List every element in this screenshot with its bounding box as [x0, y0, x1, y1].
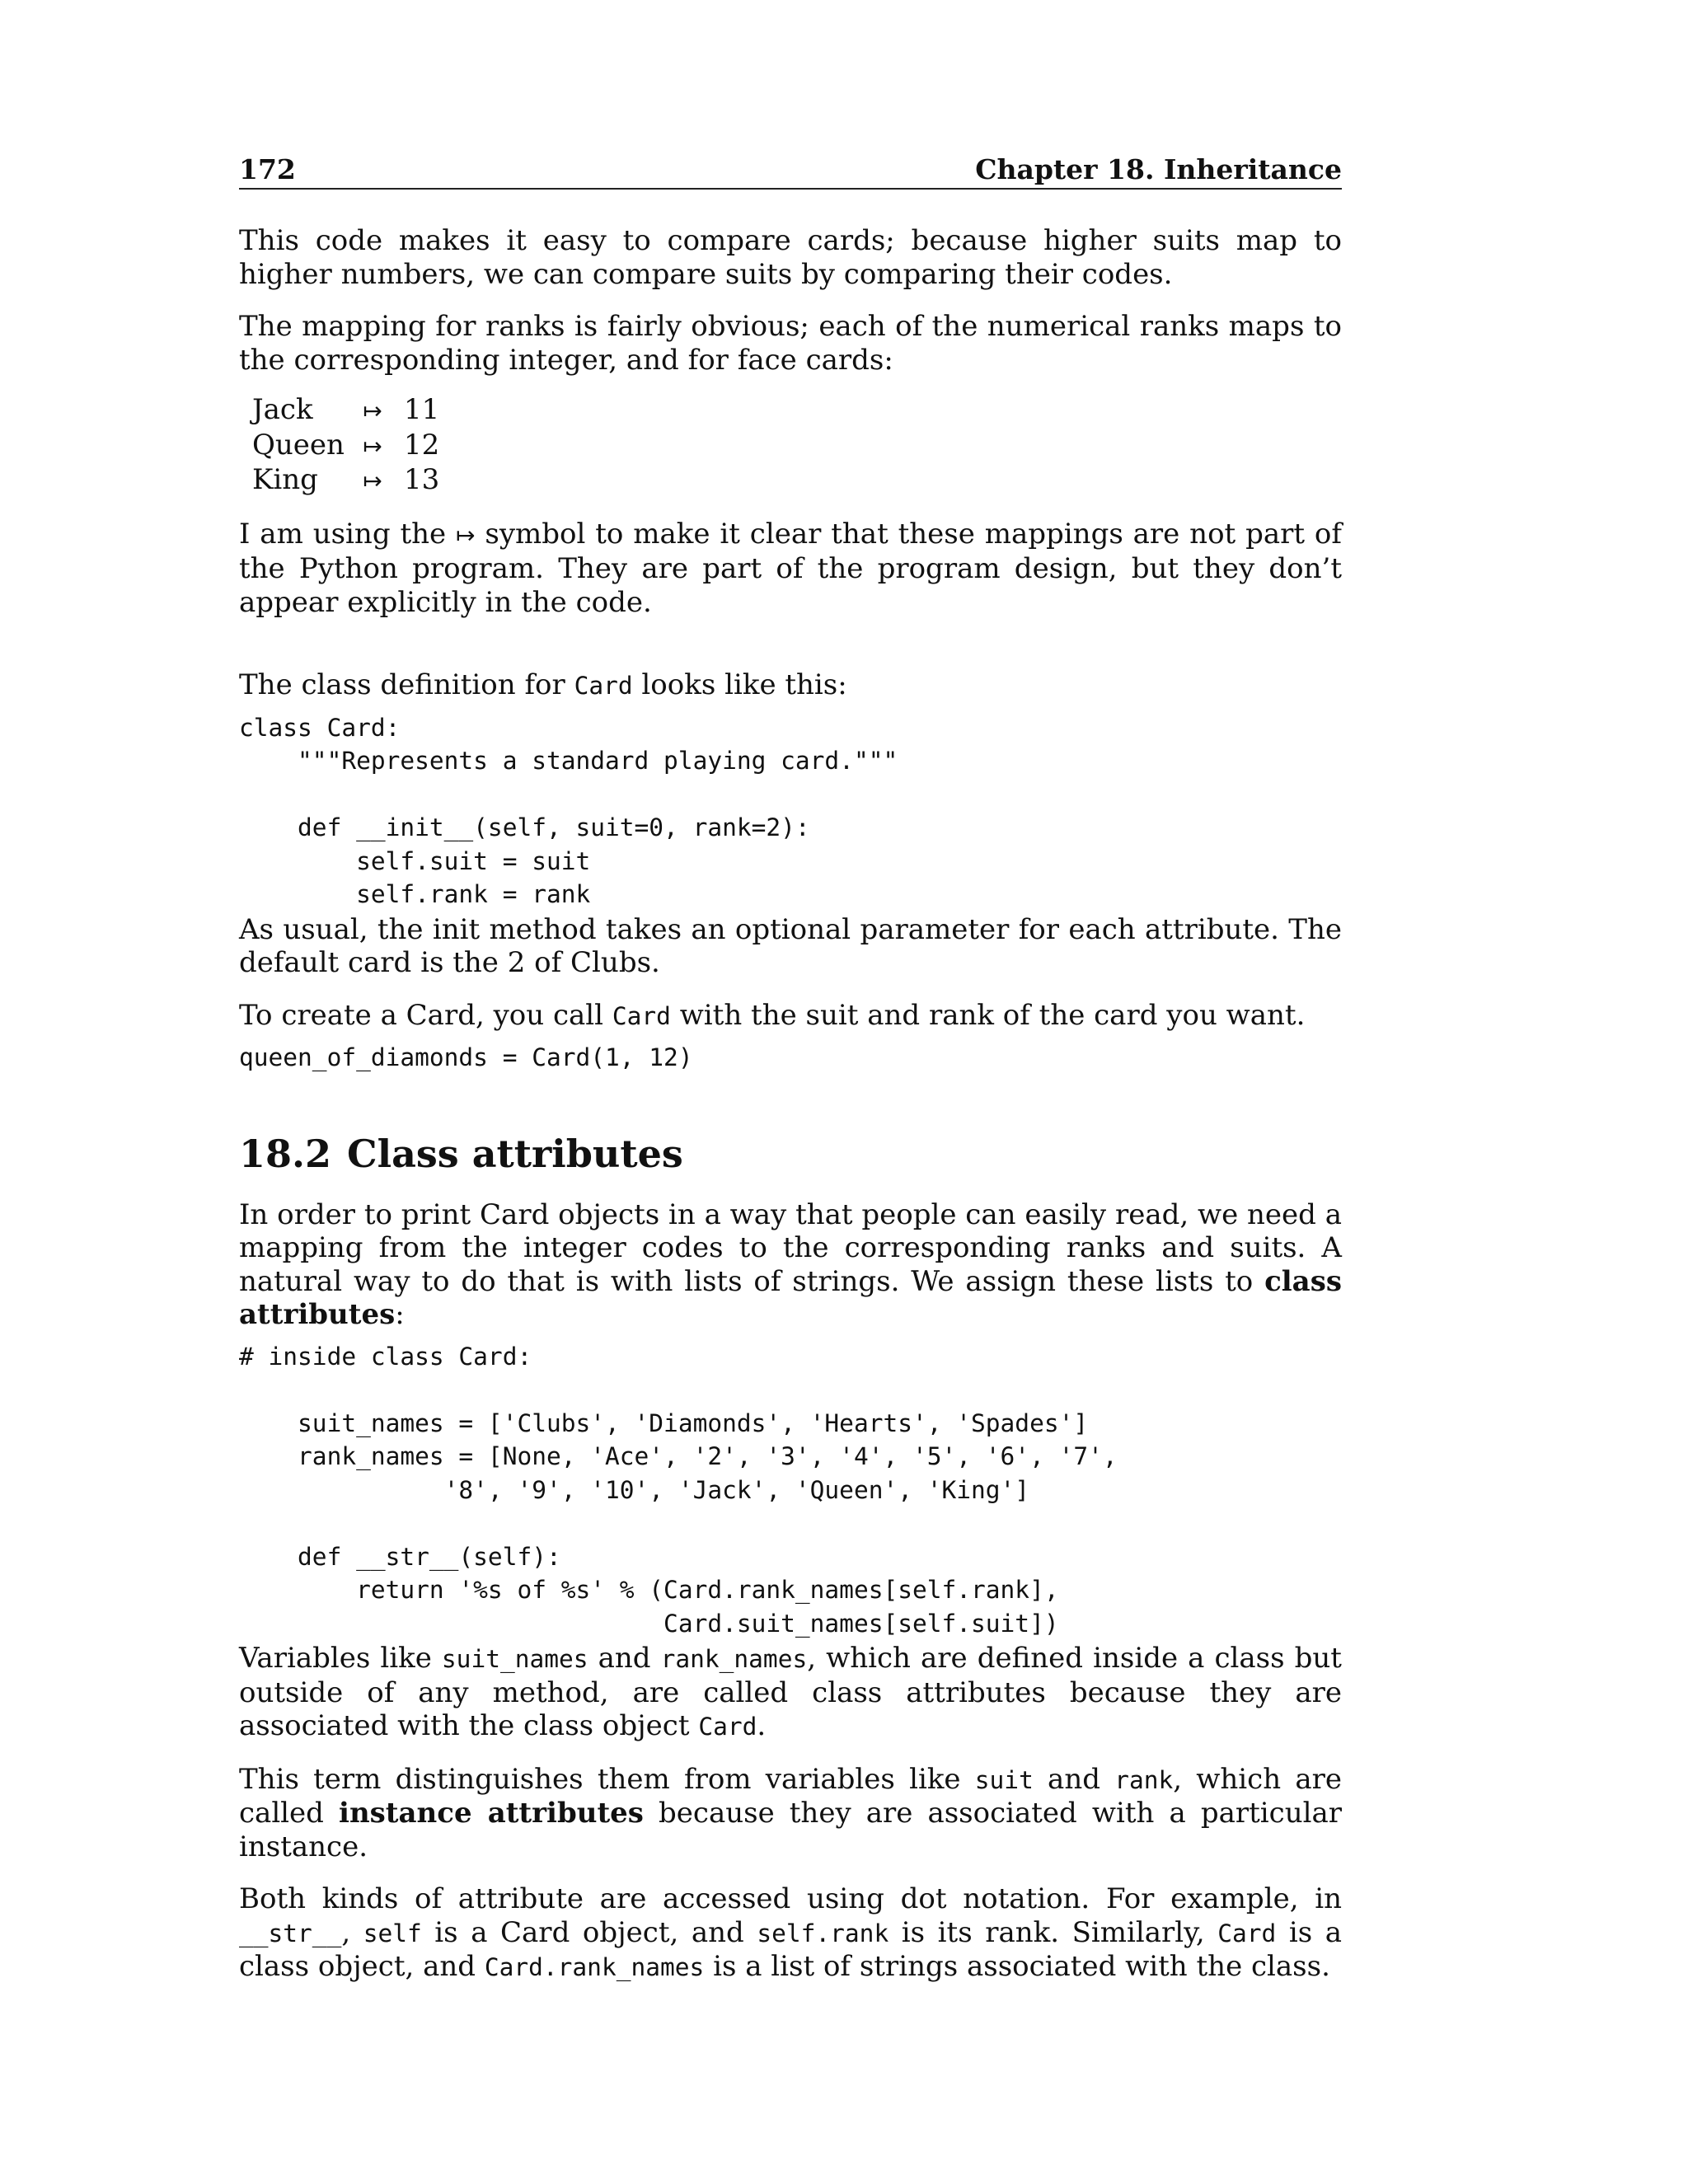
maps-to-icon: ↦ [363, 432, 382, 460]
mapping-value: 13 [404, 463, 440, 496]
text-run: symbol to make it clear that these mappings are not part of the Python program. They are part of the program design, but they don’t appear explicitly in the code. [239, 517, 1342, 619]
text-run: , [341, 1915, 363, 1949]
paragraph-create-card [239, 999, 1342, 1033]
text-run: Variables like [239, 1642, 442, 1675]
text-run: is a Card object, and [421, 1915, 757, 1949]
section-number: 18.2 [239, 1131, 332, 1176]
mapping-row [252, 463, 439, 499]
text-run: The class definition for [239, 668, 574, 701]
paragraph-class-definition [239, 668, 1342, 703]
maps-to-icon: ↦ [456, 521, 476, 549]
paragraph-dot-notation [239, 1882, 1342, 1985]
mapping-row [252, 429, 439, 464]
text-run: , which are called [239, 1762, 1342, 1830]
page-number: 172 [239, 153, 296, 185]
text-run: In order to print Card objects in a way that people can easily read, we need a mapping from the integer codes to the corresponding ranks and suits. A natural way to do that is with lists of strings. We assign these lists to [239, 1197, 1342, 1298]
section-heading [239, 1131, 1342, 1177]
bold-term: class attributes [239, 1264, 1342, 1331]
text-run: with the suit and rank of the card you want. [670, 998, 1306, 1032]
inline-code: self [363, 1919, 422, 1947]
text-run: is a list of strings associated with the class. [704, 1950, 1330, 1983]
inline-code: rank_names [660, 1645, 808, 1673]
text-run: This term distinguishes them from variables like [239, 1762, 975, 1796]
mapping-value: 12 [404, 428, 440, 462]
paragraph-class-attributes-intro [239, 1198, 1342, 1332]
book-page [239, 153, 1342, 1985]
inline-code: Card [1217, 1919, 1277, 1947]
face-card-mapping-table [252, 393, 439, 499]
inline-code: Card [574, 672, 633, 700]
text-run: because they are associated with a particular instance. [239, 1797, 1342, 1863]
text-run: . [757, 1709, 767, 1742]
mapping-name: King [252, 463, 318, 496]
paragraph-mapping-symbol [239, 518, 1342, 620]
text-run: Both kinds of attribute are accessed using dot notation. For example, in [239, 1882, 1342, 1915]
paragraph-class-attribute-variables [239, 1642, 1342, 1744]
code-block-class-attributes: # inside class Card: suit_names = ['Clubs', 'Diamonds', 'Hearts', 'Spades'] rank_names = [None, 'Ace', '2', '3', '4', '5', '6', '7', '8', '9', '10', 'Jack', 'Queen', 'King'] def __str__(self): return '%s of %s' % (Card.rank_names[self.rank], Card.suit_names[self.suit]) [239, 1342, 1118, 1638]
text-run: : [395, 1298, 405, 1331]
code-block-queen-of-diamonds: queen_of_diamonds = Card(1, 12) [239, 1043, 693, 1071]
maps-to-icon: ↦ [363, 397, 382, 424]
section-title: Class attributes [347, 1131, 683, 1176]
inline-code: __str__ [239, 1919, 342, 1947]
code-block-card-class: class Card: """Represents a standard playing card.""" def __init__(self, suit=0, rank=2): self.suit = suit self.rank = rank [239, 713, 898, 908]
inline-code: suit [974, 1765, 1034, 1794]
text-run: To create a Card, you call [239, 998, 612, 1032]
mapping-name: Queen [252, 428, 345, 462]
maps-to-icon: ↦ [363, 467, 382, 494]
text-run: is its rank. Similarly, [889, 1915, 1218, 1949]
inline-code: suit_names [441, 1645, 588, 1673]
running-header [239, 153, 1342, 190]
inline-code: self.rank [757, 1919, 889, 1947]
paragraph-rank-mapping: The mapping for ranks is fairly obvious; each of the numerical ranks maps to the corresponding integer, and for face cards: [239, 310, 1342, 377]
inline-code: rank [1114, 1765, 1174, 1794]
inline-code: Card [612, 1001, 671, 1030]
paragraph-compare-cards: This code makes it easy to compare cards; because higher suits map to higher numbers, we can compare suits by comparing their codes. [239, 224, 1342, 291]
paragraph-init-method: As usual, the init method takes an optional parameter for each attribute. The default card is the 2 of Clubs. [239, 912, 1342, 979]
text-run: and [588, 1642, 661, 1675]
text-run: looks like this: [632, 668, 847, 701]
bold-term: instance attributes [339, 1797, 644, 1830]
inline-code: Card.rank_names [484, 1953, 705, 1981]
text-run: I am using the [239, 517, 457, 551]
paragraph-instance-attributes [239, 1763, 1342, 1864]
mapping-name: Jack [252, 393, 313, 426]
text-run: and [1033, 1762, 1115, 1796]
text-run: , which are defined inside a class but outside of any method, are called class attributes because they are associated with the class object [239, 1642, 1342, 1742]
chapter-title: Chapter 18. Inheritance [975, 153, 1342, 185]
text-run: is a class object, and [239, 1915, 1342, 1983]
mapping-value: 11 [404, 393, 440, 426]
mapping-row [252, 393, 439, 429]
inline-code: Card [698, 1713, 757, 1741]
